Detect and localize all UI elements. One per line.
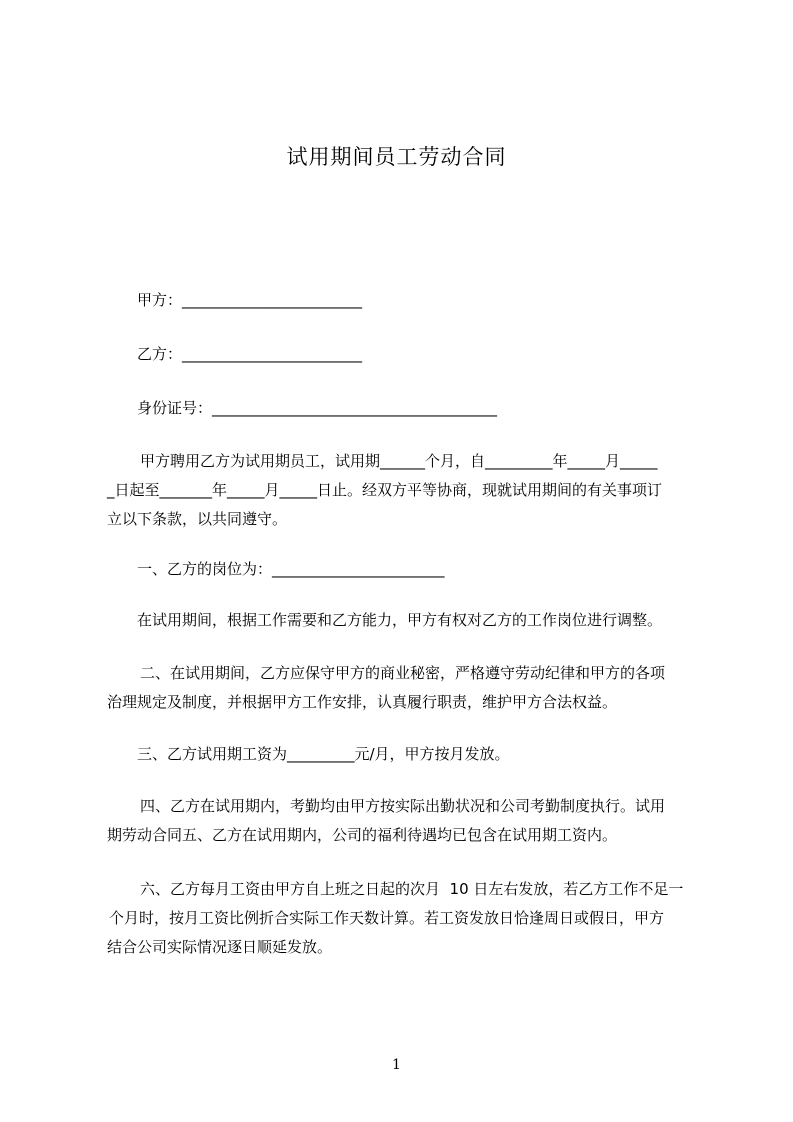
id-number-line: 身份证号：______________________________________ bbox=[137, 399, 498, 417]
clause-6-line-3: 结合公司实际情况逐日顺延发放。 bbox=[107, 938, 333, 956]
party-a-line: 甲方：________________________ bbox=[137, 291, 363, 309]
clause-1-note: 在试用期间，根据工作需要和乙方能力，甲方有权对乙方的工作岗位进行调整。 bbox=[137, 611, 663, 629]
clause-2-line-2: 治理规定及制度，并根据甲方工作安排，认真履行职责，维护甲方合法权益。 bbox=[107, 693, 618, 711]
clause-2-paragraph bbox=[107, 659, 705, 717]
intro-line-1: 甲方聘用乙方为试用期员工，试用期______个月，自_________年_____月_____ bbox=[140, 452, 658, 470]
clause-4-line-1: 四、乙方在试用期内，考勤均由甲方按实际出勤状况和公司考勤制度执行。试用 bbox=[140, 797, 666, 815]
intro-line-3: 立以下条款，以共同遵守。 bbox=[107, 510, 288, 528]
clause-4-paragraph bbox=[107, 792, 705, 850]
document-title: 试用期间员工劳动合同 bbox=[286, 145, 507, 169]
clause-4-line-2: 期劳动合同五、乙方在试用期内，公司的福利待遇均已包含在试用期工资内。 bbox=[107, 826, 618, 844]
page-number: 1 bbox=[392, 1057, 401, 1073]
clause-3: 三、乙方试用期工资为_________元/月，甲方按月发放。 bbox=[137, 745, 510, 763]
clause-2-line-1: 二、在试用期间，乙方应保守甲方的商业秘密，严格遵守劳动纪律和甲方的各项 bbox=[140, 664, 666, 682]
clause-6-line-2: 个月时，按月工资比例折合实际工作天数计算。若工资发放日恰逢周日或假日，甲方 bbox=[109, 909, 665, 927]
clause-1: 一、乙方的岗位为：_______________________ bbox=[137, 560, 445, 578]
intro-paragraph bbox=[107, 447, 705, 534]
intro-line-2: _日起至_______年_____月_____日止。经双方平等协商，现就试用期间的有关事项订 bbox=[107, 481, 663, 499]
clause-6-paragraph bbox=[107, 875, 705, 962]
party-b-line: 乙方：________________________ bbox=[137, 345, 363, 363]
clause-6-line-1: 六、乙方每月工资由甲方自上班之日起的次月 10 日左右发放，若乙方工作不足一 bbox=[140, 880, 684, 898]
